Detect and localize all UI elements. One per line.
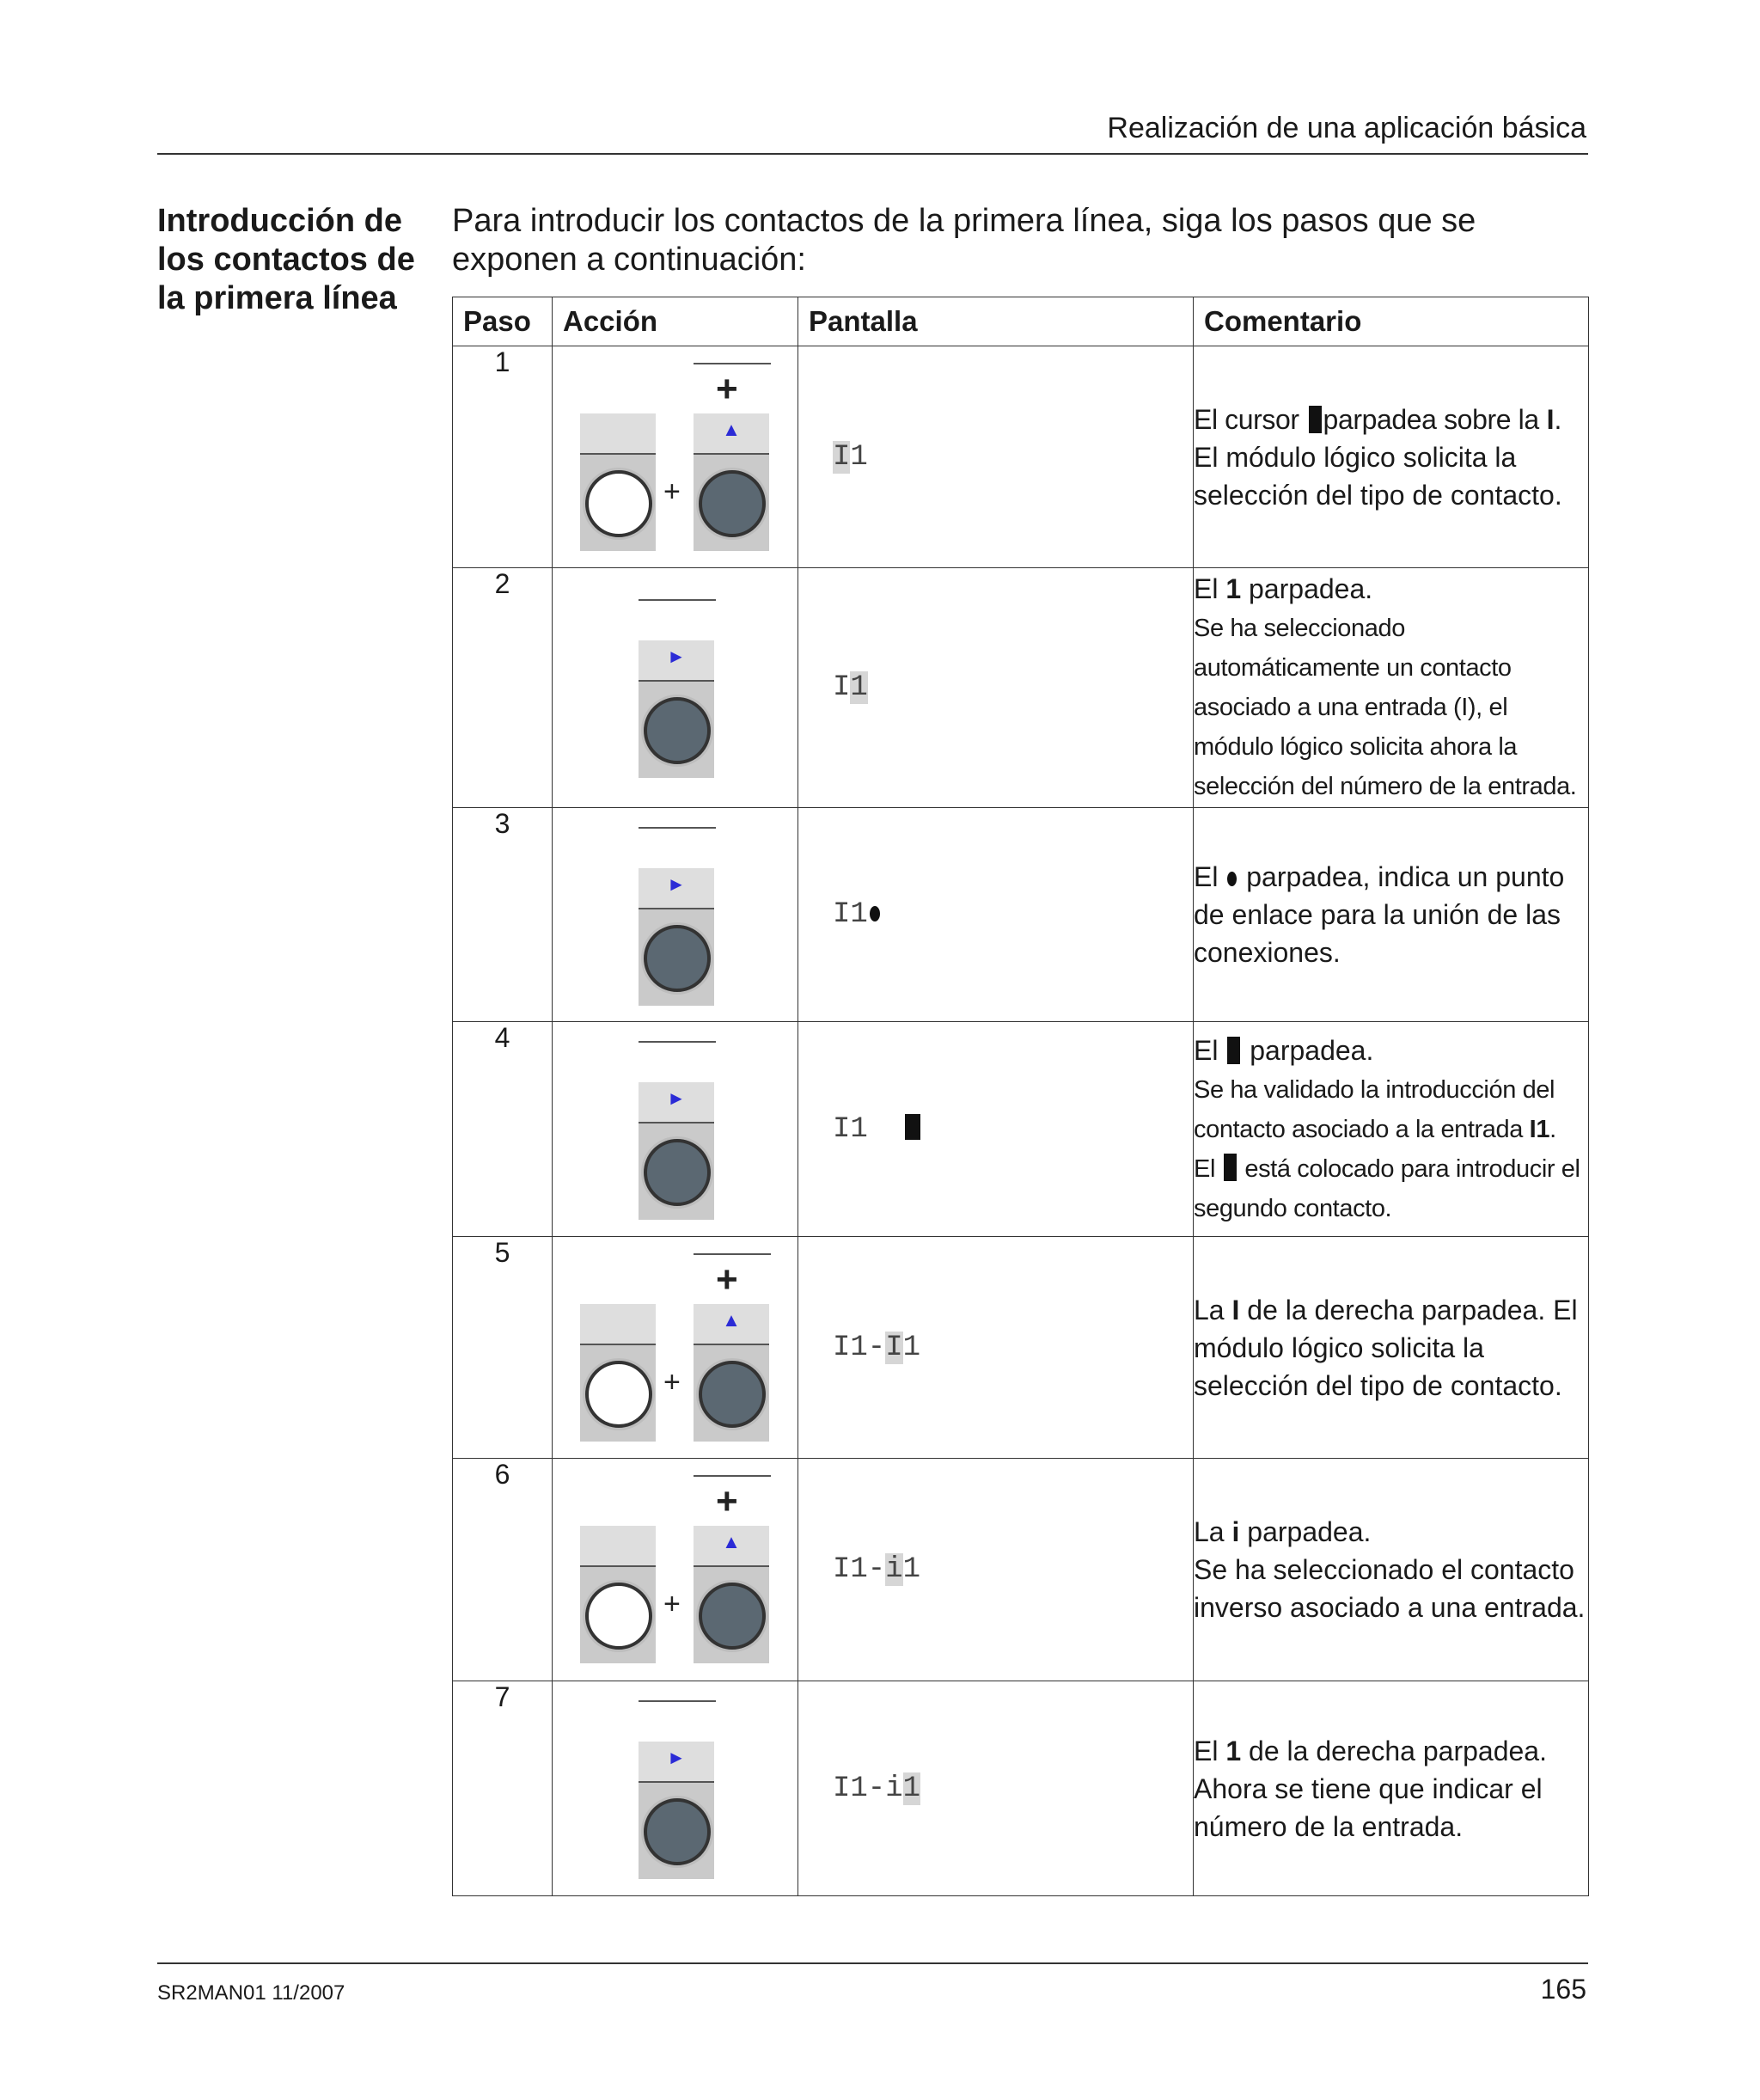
comment-cell: El cursor parpadea sobre la I. El módulo lógico solicita la selección del tipo de contacto. [1194,346,1589,568]
table-row [453,346,1589,568]
right-arrow-icon: ► [667,646,686,667]
right-arrow-icon: ► [667,1087,686,1109]
white-button-icon [585,1361,652,1428]
screen-cell [798,1459,1194,1681]
up-arrow-icon: ▲ [722,1309,741,1331]
plus-icon: + [716,1258,738,1301]
table-row [453,568,1589,808]
step-number: 5 [453,1237,553,1459]
right-key-icon [639,1742,714,1879]
shift-key-icon [580,413,656,551]
screen-cell [798,808,1194,1022]
step-number: 2 [453,568,553,808]
link-point-icon [870,906,880,921]
cursor-block-icon [1227,1037,1240,1064]
grey-button-icon [644,697,711,764]
grey-button-icon [644,1798,711,1865]
key-label-line [694,1475,771,1477]
lcd-display: I1 [798,1113,1193,1146]
cursor-block-icon [905,1114,920,1140]
footer-rule [157,1962,1588,1964]
col-header-paso: Paso [453,297,553,346]
up-key-icon [694,1304,769,1442]
shift-key-icon [580,1304,656,1442]
step-number: 1 [453,346,553,568]
action-cell [553,346,798,568]
action-cell [553,1681,798,1896]
comment-cell: El parpadea, indica un punto de enlace para la unión de las conexiones. [1194,808,1589,1022]
step-number: 6 [453,1459,553,1681]
col-header-comentario: Comentario [1194,297,1589,346]
up-arrow-icon: ▲ [722,419,741,440]
table-row [453,1459,1589,1681]
comment-cell: La I de la derecha parpadea. El módulo lógico solicita la selección del tipo de contacto. [1194,1237,1589,1459]
key-label-line [639,1700,716,1702]
footer-doc-ref: SR2MAN01 11/2007 [157,1981,345,2005]
grey-button-icon [644,925,711,992]
screen-cell [798,568,1194,808]
plus-icon: + [663,1588,681,1620]
plus-icon: + [716,1480,738,1522]
key-label-line [639,1041,716,1043]
lcd-display: I1-i1 [833,1772,921,1805]
key-label-line [639,827,716,829]
comment-cell: El parpadea. Se ha validado la introducción del contacto asociado a la entrada I1. El está colocado para introducir el segundo contacto. [1194,1022,1589,1237]
screen-cell [798,1237,1194,1459]
right-arrow-icon: ► [667,1747,686,1768]
right-key-icon [639,1082,714,1220]
grey-button-icon [699,1583,766,1650]
plus-icon: + [663,475,681,508]
header-rule [157,153,1588,155]
right-key-icon [639,868,714,1006]
table-row [453,808,1589,1022]
white-button-icon [585,1583,652,1650]
screen-cell [798,346,1194,568]
white-button-icon [585,470,652,537]
col-header-pantalla: Pantalla [798,297,1194,346]
cursor-block-icon [1309,406,1322,433]
steps-table [452,297,1589,1896]
shift-key-icon [580,1526,656,1663]
lcd-display: I1-i1 [833,1553,921,1586]
key-label-line [639,599,716,601]
action-cell [553,808,798,1022]
plus-icon: + [716,368,738,410]
action-cell [553,1459,798,1681]
plus-icon: + [663,1366,681,1399]
right-arrow-icon: ► [667,873,686,895]
table-row [453,1022,1589,1237]
up-key-icon [694,1526,769,1663]
action-cell [553,1237,798,1459]
action-cell [553,1022,798,1237]
link-point-icon [1227,872,1237,886]
screen-cell [798,1022,1194,1237]
lcd-display: I1 [833,671,868,704]
table-row [453,1237,1589,1459]
section-title: Introducción de los contactos de la primera línea [157,203,415,316]
action-cell [553,568,798,808]
up-arrow-icon: ▲ [722,1531,741,1552]
table-header-row [453,297,1589,346]
up-key-icon [694,413,769,551]
screen-cell [798,1681,1194,1896]
running-header: Realización de una aplicación básica [1107,112,1586,144]
col-header-accion: Acción [553,297,798,346]
comment-cell: El 1 de la derecha parpadea. Ahora se tiene que indicar el número de la entrada. [1194,1681,1589,1896]
grey-button-icon [699,1361,766,1428]
step-number: 3 [453,808,553,1022]
grey-button-icon [644,1139,711,1206]
lcd-display: I1 [798,898,1193,931]
right-key-icon [639,640,714,778]
lcd-display: I1-I1 [833,1331,921,1364]
grey-button-icon [699,470,766,537]
step-number: 7 [453,1681,553,1896]
page-number: 165 [1540,1974,1586,2005]
cursor-block-icon [1224,1154,1237,1181]
comment-cell: La i parpadea. Se ha seleccionado el contacto inverso asociado a una entrada. [1194,1459,1589,1681]
table-row [453,1681,1589,1896]
step-number: 4 [453,1022,553,1237]
key-label-line [694,1253,771,1255]
intro-paragraph: Para introducir los contactos de la primera línea, siga los pasos que se exponen a continuación: [452,203,1476,278]
lcd-display: I1 [833,440,868,474]
key-label-line [694,363,771,364]
comment-cell: El 1 parpadea. Se ha seleccionado automáticamente un contacto asociado a una entrada (I), el módulo lógico solicita ahora la selección del número de la entrada. [1194,568,1589,808]
